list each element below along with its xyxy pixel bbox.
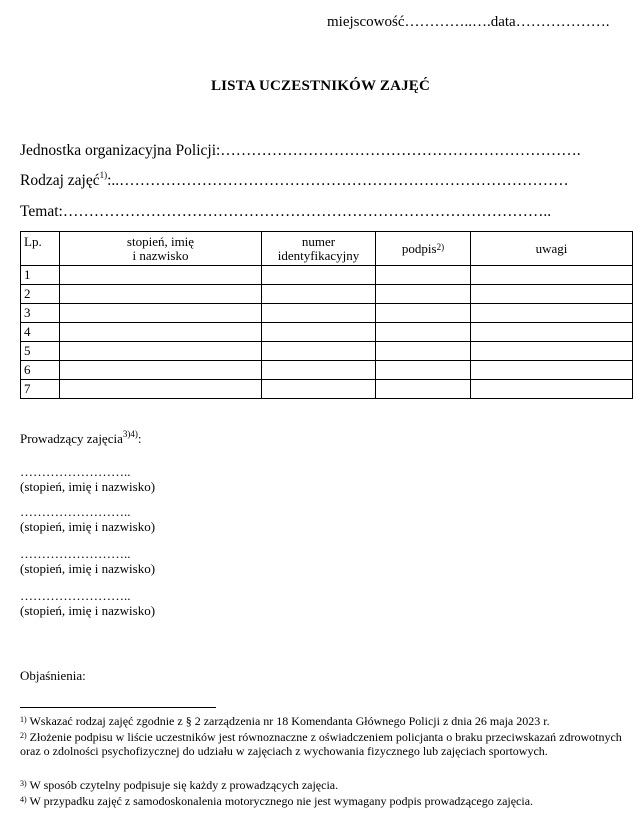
- row-number: 3: [21, 304, 60, 323]
- header-notes: uwagi: [471, 232, 633, 266]
- row-number: 2: [21, 285, 60, 304]
- instructor-signature-line: ……………………..: [20, 588, 131, 603]
- row-number: 7: [21, 380, 60, 399]
- notes-cell[interactable]: [471, 342, 633, 361]
- signature-cell[interactable]: [376, 285, 471, 304]
- footnote-3: [20, 778, 632, 792]
- row-number: 5: [21, 342, 60, 361]
- footnote-4: [20, 794, 632, 808]
- topic-field: Temat:…………………………………………………………………………………..: [20, 203, 552, 220]
- footnote-text: Wskazać rodzaj zajęć zgodnie z § 2 zarządzenia nr 18 Komendanta Głównego Policji z dnia 26 maja 2023 r.: [26, 714, 550, 728]
- signature-cell[interactable]: [376, 323, 471, 342]
- class-type-field: [20, 172, 569, 190]
- class-type-dots: :..……………………………………………………………………………: [107, 172, 569, 189]
- name-cell[interactable]: [60, 323, 262, 342]
- table-row: [21, 380, 633, 399]
- instructors-label-colon: :: [137, 431, 142, 446]
- footnote-ref-2: 2): [436, 241, 445, 252]
- table-row: [21, 266, 633, 285]
- footnote-mark: 4): [20, 795, 27, 804]
- id-cell[interactable]: [262, 380, 376, 399]
- footnote-mark: 2): [20, 731, 27, 740]
- name-cell[interactable]: [60, 304, 262, 323]
- instructor-signature-line: ……………………..: [20, 464, 131, 479]
- notes-cell[interactable]: [471, 266, 633, 285]
- name-cell[interactable]: [60, 380, 262, 399]
- footnote-text: W sposób czytelny podpisuje się każdy z prowadzących zajęcia.: [26, 778, 339, 792]
- notes-cell[interactable]: [471, 285, 633, 304]
- instructor-signature-line: ……………………..: [20, 504, 131, 519]
- notes-cell[interactable]: [471, 380, 633, 399]
- signature-cell[interactable]: [376, 266, 471, 285]
- row-number: 6: [21, 361, 60, 380]
- table-row: [21, 323, 633, 342]
- instructors-label: [20, 431, 141, 447]
- id-cell[interactable]: [262, 342, 376, 361]
- table-row: [21, 304, 633, 323]
- instructor-caption: (stopień, imię i nazwisko): [20, 479, 156, 494]
- header-name: [60, 232, 262, 266]
- header-signature: [376, 232, 471, 266]
- table-row: [21, 342, 633, 361]
- header-name-line2: i nazwisko: [132, 247, 189, 263]
- unit-field: Jednostka organizacyjna Policji:…………………………………………………………….: [20, 142, 581, 159]
- instructor-signature-line: ……………………..: [20, 546, 131, 561]
- id-cell[interactable]: [262, 323, 376, 342]
- name-cell[interactable]: [60, 361, 262, 380]
- footnote-mark: 1): [20, 715, 27, 724]
- signature-cell[interactable]: [376, 304, 471, 323]
- header-name-line1: stopień, imię: [126, 233, 195, 249]
- signature-cell[interactable]: [376, 361, 471, 380]
- row-number: 1: [21, 266, 60, 285]
- document-title: LISTA UCZESTNIKÓW ZAJĘĆ: [210, 78, 431, 94]
- footnote-text: Złożenie podpisu w liście uczestników jest równoznaczne z oświadczeniem policjanta o braku przeciwskazań zdrowotnych oraz o zdolności psychofizycznej do udziału w zajęciach z wychowania fizycznego lub zajęciach sportowych.: [20, 730, 622, 758]
- table-header-row: [21, 232, 633, 266]
- table-row: [21, 361, 633, 380]
- footnote-mark: 3): [20, 779, 27, 788]
- header-lp: Lp.: [21, 232, 60, 266]
- notes-cell[interactable]: [471, 323, 633, 342]
- id-cell[interactable]: [262, 361, 376, 380]
- name-cell[interactable]: [60, 285, 262, 304]
- signature-cell[interactable]: [376, 342, 471, 361]
- name-cell[interactable]: [60, 266, 262, 285]
- instructor-caption: (stopień, imię i nazwisko): [20, 519, 156, 534]
- footnote-1: [20, 714, 632, 728]
- id-cell[interactable]: [262, 285, 376, 304]
- footnote-ref-3-4: 3)4): [122, 429, 138, 439]
- notes-cell[interactable]: [471, 361, 633, 380]
- row-number: 4: [21, 323, 60, 342]
- header-id-line2: identyfikacyjny: [277, 247, 360, 263]
- signature-cell[interactable]: [376, 380, 471, 399]
- table-row: [21, 285, 633, 304]
- notes-cell[interactable]: [471, 304, 633, 323]
- id-cell[interactable]: [262, 304, 376, 323]
- instructor-caption: (stopień, imię i nazwisko): [20, 603, 156, 618]
- header-id-line1: numer: [301, 233, 336, 249]
- class-type-label: Rodzaj zajęć: [20, 172, 100, 189]
- id-cell[interactable]: [262, 266, 376, 285]
- header-signature-label: podpis: [401, 240, 437, 256]
- place-date-line: miejscowość…………..….data……………….: [327, 14, 610, 30]
- explanations-label: Objaśnienia:: [20, 668, 86, 683]
- footnote-2: [20, 730, 632, 758]
- footnote-text: W przypadku zajęć z samodoskonalenia motorycznego nie jest wymagany podpis prowadzącego zajęcia.: [26, 794, 534, 808]
- participants-table: [20, 231, 633, 399]
- footnote-divider: [20, 707, 216, 708]
- header-id-number: [262, 232, 376, 266]
- footnote-ref-1: 1): [99, 170, 108, 180]
- instructors-label-text: Prowadzący zajęcia: [20, 431, 123, 446]
- name-cell[interactable]: [60, 342, 262, 361]
- instructor-caption: (stopień, imię i nazwisko): [20, 561, 156, 576]
